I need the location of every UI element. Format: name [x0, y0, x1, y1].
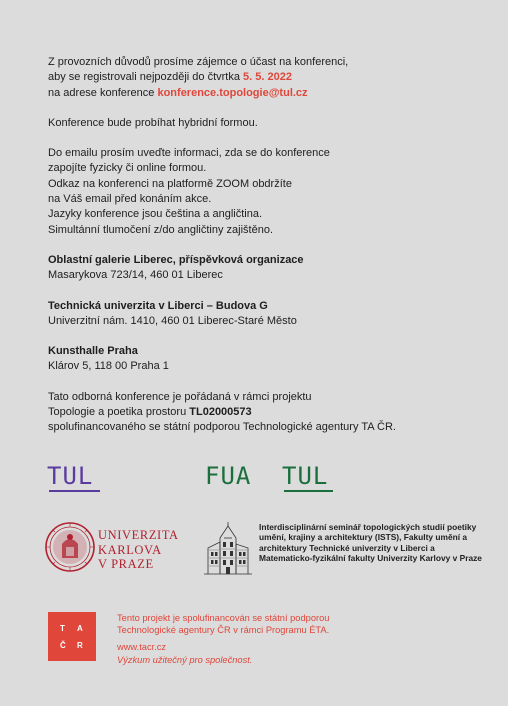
intro-text: aby se registrovali nejpozději do čtvrtka — [48, 71, 244, 84]
intro-text: na adrese konference — [48, 86, 158, 99]
charles-university-wordmark — [98, 528, 179, 572]
fua-tul-logo: TUL — [282, 462, 329, 490]
project-code: TL02000573 — [189, 406, 252, 419]
project-line: spolufinancovaného se státní podporou Technologické agentury TA ČR. — [48, 421, 396, 434]
uk-line: UNIVERZITA — [98, 528, 179, 542]
uk-line: V PRAZE — [98, 557, 154, 571]
info-line: Do emailu prosím uveďte informaci, zda se do konference — [48, 147, 330, 160]
tul-logo-underline — [49, 490, 100, 492]
info-line: zapojíte fyzicky či online formou. — [48, 162, 207, 175]
info-line: Jazyky konference jsou čeština a angličtina. — [48, 208, 263, 221]
intro-line — [48, 70, 488, 85]
tacr-letter: R — [77, 641, 83, 650]
building-sketch-icon — [202, 520, 254, 576]
fua-logo-underline — [284, 490, 333, 492]
venue-name: Kunsthalle Praha — [48, 345, 138, 358]
venue-address: Masarykova 723/14, 460 01 Liberec — [48, 269, 223, 282]
project-text: Topologie a poetika prostoru — [48, 406, 190, 419]
intro-line: Z provozních důvodů prosíme zájemce o účast na konferenci, — [48, 56, 349, 68]
main-text — [48, 55, 488, 436]
hybrid-note: Konference bude probíhat hybridní formou. — [48, 116, 258, 129]
venue-address: Univerzitní nám. 1410, 460 01 Liberec-Staré Město — [48, 314, 297, 327]
venue-name: Oblastní galerie Liberec, příspěvková organizace — [48, 253, 304, 266]
project-line: Tato odborná konference je pořádaná v rámci projektu — [48, 390, 312, 403]
uk-line: KARLOVA — [98, 542, 162, 557]
info-line: na Váš email před konáním akce. — [48, 193, 212, 206]
venue-name: Technická univerzita v Liberci – Budova G — [48, 299, 268, 312]
tacr-note — [117, 612, 417, 666]
tacr-line: Tento projekt je spolufinancován se státní podporou — [117, 613, 330, 623]
tacr-line: Technologické agentury ČR v rámci Programu ÉTA. — [117, 625, 330, 636]
charles-university-seal-icon — [45, 522, 95, 572]
tacr-website-link[interactable]: www.tacr.cz — [117, 642, 167, 653]
conference-email-link[interactable]: konference.topologie@tul.cz — [157, 86, 308, 99]
tacr-letter: A — [77, 624, 83, 633]
tul-logo: TUL — [47, 462, 94, 490]
venue-address: Klárov 5, 118 00 Praha 1 — [48, 360, 169, 373]
deadline-date: 5. 5. 2022 — [243, 71, 292, 84]
fua-logo: FUA — [205, 462, 252, 490]
seminar-description: Interdisciplinární seminář topologických studií poetiky umění, krajiny a architektury (ISTS), Fakulty umění a architektury Technické univerzity v Liberci a Matematicko-fyzikální fakulty Univerzity Karlovy v Praze — [259, 522, 482, 563]
intro-line — [48, 86, 488, 101]
tacr-slogan: Výzkum užitečný pro společnost. — [117, 654, 253, 665]
tacr-logo — [48, 612, 96, 661]
project-line — [48, 405, 488, 420]
info-line: Simultánní tlumočení z/do angličtiny zajištěno. — [48, 223, 274, 236]
info-line: Odkaz na konferenci na platformě ZOOM obdržíte — [48, 177, 292, 190]
tacr-letter: T — [60, 624, 65, 633]
tacr-letter: Č — [60, 641, 66, 650]
